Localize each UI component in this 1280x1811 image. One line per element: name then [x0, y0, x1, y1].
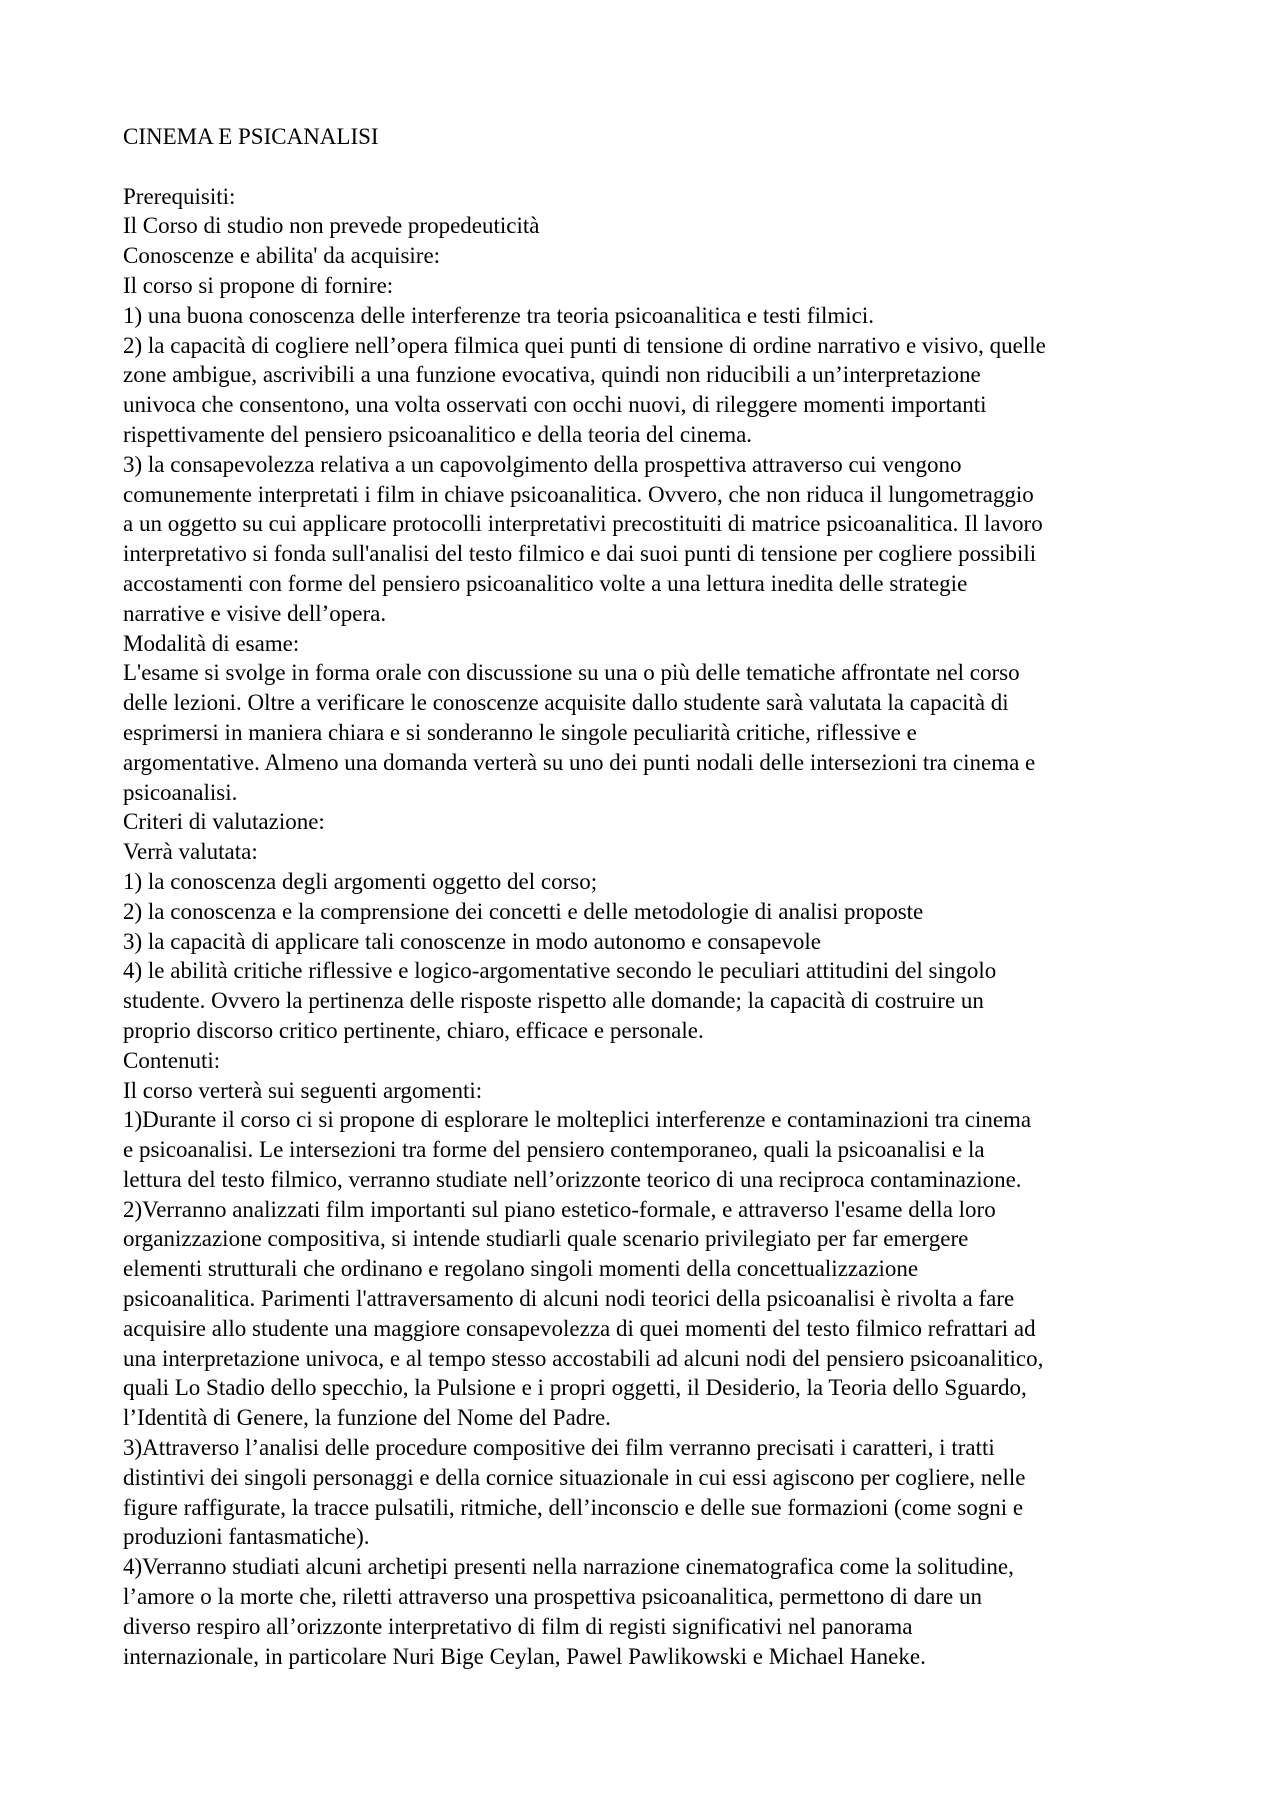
text-line: Conoscenze e abilita' da acquisire:	[123, 243, 441, 269]
text-line: univoca che consentono, una volta osservati con occhi nuovi, di rileggere momenti importanti	[123, 392, 987, 418]
text-line: organizzazione compositiva, si intende studiarli quale scenario privilegiato per far emergere	[123, 1226, 969, 1252]
text-line: diverso respiro all’orizzonte interpretativo di film di registi significativi nel panorama	[123, 1613, 913, 1639]
text-line: L'esame si svolge in forma orale con discussione su una o più delle tematiche affrontate nel corso	[123, 660, 1020, 686]
text-line: Il corso si propone di fornire:	[123, 272, 394, 298]
text-line: interpretativo si fonda sull'analisi del testo filmico e dai suoi punti di tensione per cogliere possibili	[123, 541, 1037, 567]
text-line: 1) una buona conoscenza delle interferenze tra teoria psicoanalitica e testi filmici.	[123, 302, 874, 328]
text-line: comunemente interpretati i film in chiave psicoanalitica. Ovvero, che non riduca il lungometraggio	[123, 481, 1034, 507]
text-line: zone ambigue, ascrivibili a una funzione evocativa, quindi non riducibili a un’interpretazione	[123, 362, 981, 388]
text-line: acquisire allo studente una maggiore consapevolezza di quei momenti del testo filmico refrattari ad	[123, 1315, 1036, 1341]
text-line: studente. Ovvero la pertinenza delle risposte rispetto alle domande; la capacità di costruire un	[123, 988, 984, 1014]
text-line: Criteri di valutazione:	[123, 809, 325, 835]
spacer	[123, 152, 1180, 182]
text-line: 2)Verranno analizzati film importanti sul piano estetico-formale, e attraverso l'esame della loro	[123, 1196, 996, 1222]
text-line: una interpretazione univoca, e al tempo stesso accostabili ad alcuni nodi del pensiero psicoanalitico,	[123, 1345, 1044, 1371]
text-line: 4) le abilità critiche riflessive e logico-argomentative secondo le peculiari attitudini del singolo	[123, 958, 997, 984]
text-line: 3) la consapevolezza relativa a un capovolgimento della prospettiva attraverso cui vengono	[123, 451, 962, 477]
page-title: CINEMA E PSICANALISI	[123, 124, 379, 149]
text-line: Contenuti:	[123, 1047, 221, 1073]
text-line: 2) la capacità di cogliere nell’opera filmica quei punti di tensione di ordine narrativo e visivo, quelle	[123, 332, 1046, 358]
text-line: 4)Verranno studiati alcuni archetipi presenti nella narrazione cinematografica come la solitudine,	[123, 1554, 1014, 1580]
text-line: lettura del testo filmico, verranno studiate nell’orizzonte teorico di una reciproca contaminazione.	[123, 1166, 1022, 1192]
text-line: psicoanalisi.	[123, 779, 238, 805]
text-line: Prerequisiti:	[123, 183, 236, 209]
text-line: figure raffigurate, la tracce pulsatili, ritmiche, dell’inconscio e delle sue formazioni (come sogni e	[123, 1494, 1024, 1520]
text-line: quali Lo Stadio dello specchio, la Pulsione e i propri oggetti, il Desiderio, la Teoria dello Sguardo,	[123, 1375, 1027, 1401]
text-line: produzioni fantasmatiche).	[123, 1524, 370, 1550]
text-line: 3)Attraverso l’analisi delle procedure compositive dei film verranno precisati i caratteri, i tratti	[123, 1435, 995, 1461]
text-line: 1) la conoscenza degli argomenti oggetto del corso;	[123, 868, 598, 894]
text-line: proprio discorso critico pertinente, chiaro, efficace e personale.	[123, 1017, 704, 1043]
text-line: Verrà valutata:	[123, 839, 258, 865]
text-line: accostamenti con forme del pensiero psicoanalitico volte a una lettura inedita delle strategie	[123, 570, 968, 596]
text-line: internazionale, in particolare Nuri Bige Ceylan, Pawel Pawlikowski e Michael Haneke.	[123, 1643, 926, 1669]
text-line: Il Corso di studio non prevede propedeuticità	[123, 213, 540, 239]
text-line: esprimersi in maniera chiara e si sonderanno le singole peculiarità critiche, riflessive e	[123, 719, 917, 745]
text-line: l’amore o la morte che, riletti attraverso una prospettiva psicoanalitica, permettono di dare un	[123, 1584, 982, 1610]
text-line: Modalità di esame:	[123, 630, 300, 656]
text-line: 1)Durante il corso ci si propone di esplorare le molteplici interferenze e contaminazioni tra cinema	[123, 1107, 1032, 1133]
text-line: a un oggetto su cui applicare protocolli interpretativi precostituiti di matrice psicoanalitica. Il lavoro	[123, 511, 1043, 537]
text-line: rispettivamente del pensiero psicoanalitico e della teoria del cinema.	[123, 421, 753, 447]
text-line: 3) la capacità di applicare tali conoscenze in modo autonomo e consapevole	[123, 928, 822, 954]
body-text	[123, 182, 1180, 1672]
text-line: narrative e visive dell’opera.	[123, 600, 387, 626]
text-line: elementi strutturali che ordinano e regolano singoli momenti della concettualizzazione	[123, 1256, 919, 1282]
text-line: distintivi dei singoli personaggi e della cornice situazionale in cui essi agiscono per cogliere, nelle	[123, 1464, 1026, 1490]
text-line: 2) la conoscenza e la comprensione dei concetti e delle metodologie di analisi proposte	[123, 898, 924, 924]
text-line: e psicoanalisi. Le intersezioni tra forme del pensiero contemporaneo, quali la psicoanalisi e la	[123, 1137, 985, 1163]
text-line: argomentative. Almeno una domanda verterà su uno dei punti nodali delle intersezioni tra cinema e	[123, 749, 1036, 775]
text-line: psicoanalitica. Parimenti l'attraversamento di alcuni nodi teorici della psicoanalisi è rivolta a fare	[123, 1286, 1015, 1312]
text-line: Il corso verterà sui seguenti argomenti:	[123, 1077, 483, 1103]
text-line: l’Identità di Genere, la funzione del Nome del Padre.	[123, 1405, 611, 1431]
text-line: delle lezioni. Oltre a verificare le conoscenze acquisite dallo studente sarà valutata la capacità di	[123, 690, 1009, 716]
